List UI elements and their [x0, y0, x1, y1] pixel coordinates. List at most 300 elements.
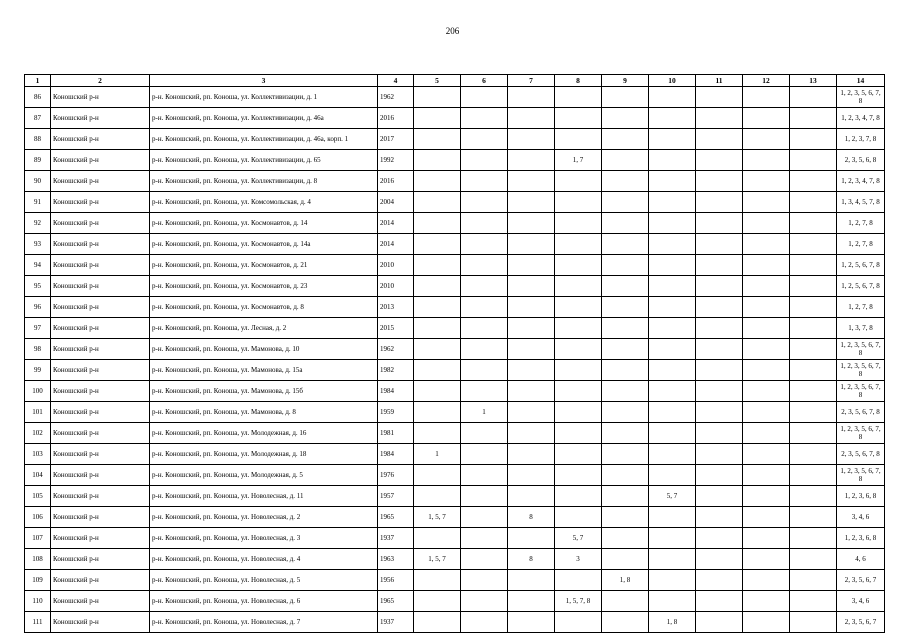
col-8-cell: [555, 171, 602, 192]
col-10-cell: 5, 7: [649, 486, 696, 507]
col-6-cell: [461, 150, 508, 171]
table-row: [25, 129, 885, 150]
col-6-cell: [461, 192, 508, 213]
row-number-cell: 93: [25, 234, 51, 255]
district-cell: Коношский р-н: [51, 528, 150, 549]
col-7-cell: [508, 339, 555, 360]
year-cell: 1962: [378, 339, 414, 360]
year-cell: 1965: [378, 591, 414, 612]
col-13-cell: [790, 297, 837, 318]
col-12-cell: [743, 276, 790, 297]
col-5-cell: [414, 108, 461, 129]
col-7-cell: [508, 381, 555, 402]
col-5-cell: [414, 402, 461, 423]
col-8-cell: [555, 108, 602, 129]
col-12-cell: [743, 192, 790, 213]
row-number-cell: 100: [25, 381, 51, 402]
col-9-cell: [602, 129, 649, 150]
col-13-cell: [790, 381, 837, 402]
col-10-cell: [649, 108, 696, 129]
col-14-cell: 2, 3, 5, 6, 8: [837, 150, 885, 171]
col-14-cell: 2, 3, 5, 6, 7, 8: [837, 402, 885, 423]
col-8-cell: [555, 402, 602, 423]
table-row: [25, 318, 885, 339]
col-14-cell: 2, 3, 5, 6, 7, 8: [837, 444, 885, 465]
district-cell: Коношский р-н: [51, 465, 150, 486]
table-row: [25, 486, 885, 507]
row-number-cell: 104: [25, 465, 51, 486]
col-7-cell: [508, 297, 555, 318]
col-9-cell: [602, 507, 649, 528]
col-13-cell: [790, 528, 837, 549]
col-11-cell: [696, 192, 743, 213]
row-number-cell: 101: [25, 402, 51, 423]
col-12-cell: [743, 570, 790, 591]
col-8-cell: [555, 360, 602, 381]
col-12-cell: [743, 297, 790, 318]
col-12-cell: [743, 591, 790, 612]
col-14-cell: 1, 2, 5, 6, 7, 8: [837, 255, 885, 276]
col-11-cell: [696, 591, 743, 612]
table-row: [25, 339, 885, 360]
col-13-cell: [790, 171, 837, 192]
col-12-cell: [743, 87, 790, 108]
year-cell: 1957: [378, 486, 414, 507]
col-13-cell: [790, 150, 837, 171]
year-cell: 2010: [378, 255, 414, 276]
col-8-cell: [555, 276, 602, 297]
column-header-7: 7: [508, 75, 555, 87]
col-13-cell: [790, 87, 837, 108]
col-11-cell: [696, 444, 743, 465]
col-8-cell: [555, 129, 602, 150]
table-row: [25, 507, 885, 528]
col-7-cell: [508, 150, 555, 171]
district-cell: Коношский р-н: [51, 612, 150, 633]
col-7-cell: [508, 192, 555, 213]
col-5-cell: [414, 213, 461, 234]
col-11-cell: [696, 423, 743, 444]
col-14-cell: 1, 2, 7, 8: [837, 297, 885, 318]
col-10-cell: [649, 339, 696, 360]
col-5-cell: [414, 150, 461, 171]
col-9-cell: [602, 255, 649, 276]
col-5-cell: [414, 423, 461, 444]
table-row: [25, 402, 885, 423]
col-12-cell: [743, 507, 790, 528]
address-cell: р-н. Коношский, рп. Коноша, ул. Коллективизации, д. 65: [150, 150, 378, 171]
col-11-cell: [696, 150, 743, 171]
row-number-cell: 106: [25, 507, 51, 528]
col-12-cell: [743, 402, 790, 423]
address-cell: р-н. Коношский, рп. Коноша, ул. Космонавтов, д. 14а: [150, 234, 378, 255]
address-cell: р-н. Коношский, рп. Коноша, ул. Новолесная, д. 7: [150, 612, 378, 633]
column-header-9: 9: [602, 75, 649, 87]
col-14-cell: 1, 2, 3, 5, 6, 7, 8: [837, 87, 885, 108]
address-cell: р-н. Коношский, рп. Коноша, ул. Космонавтов, д. 21: [150, 255, 378, 276]
column-header-3: 3: [150, 75, 378, 87]
col-13-cell: [790, 570, 837, 591]
column-header-1: 1: [25, 75, 51, 87]
col-6-cell: [461, 549, 508, 570]
col-7-cell: [508, 591, 555, 612]
col-9-cell: [602, 402, 649, 423]
table-row: [25, 591, 885, 612]
col-12-cell: [743, 381, 790, 402]
col-10-cell: [649, 423, 696, 444]
col-5-cell: [414, 528, 461, 549]
col-11-cell: [696, 507, 743, 528]
district-cell: Коношский р-н: [51, 402, 150, 423]
col-9-cell: [602, 612, 649, 633]
column-header-12: 12: [743, 75, 790, 87]
col-8-cell: [555, 423, 602, 444]
col-13-cell: [790, 276, 837, 297]
row-number-cell: 96: [25, 297, 51, 318]
col-8-cell: [555, 297, 602, 318]
row-number-cell: 109: [25, 570, 51, 591]
col-14-cell: 3, 4, 6: [837, 591, 885, 612]
address-cell: р-н. Коношский, рп. Коноша, ул. Новолесная, д. 4: [150, 549, 378, 570]
row-number-cell: 94: [25, 255, 51, 276]
col-6-cell: [461, 108, 508, 129]
row-number-cell: 111: [25, 612, 51, 633]
col-8-cell: [555, 570, 602, 591]
col-9-cell: [602, 87, 649, 108]
col-11-cell: [696, 129, 743, 150]
address-cell: р-н. Коношский, рп. Коноша, ул. Новолесная, д. 3: [150, 528, 378, 549]
col-10-cell: [649, 234, 696, 255]
col-13-cell: [790, 423, 837, 444]
col-8-cell: [555, 192, 602, 213]
col-14-cell: 1, 2, 3, 6, 8: [837, 486, 885, 507]
col-10-cell: [649, 402, 696, 423]
district-cell: Коношский р-н: [51, 150, 150, 171]
col-13-cell: [790, 465, 837, 486]
col-5-cell: 1, 5, 7: [414, 549, 461, 570]
col-14-cell: 1, 3, 7, 8: [837, 318, 885, 339]
col-8-cell: [555, 381, 602, 402]
col-11-cell: [696, 297, 743, 318]
district-cell: Коношский р-н: [51, 318, 150, 339]
col-7-cell: [508, 528, 555, 549]
year-cell: 2016: [378, 108, 414, 129]
col-14-cell: 1, 2, 5, 6, 7, 8: [837, 276, 885, 297]
col-6-cell: [461, 528, 508, 549]
table-row: [25, 612, 885, 633]
col-12-cell: [743, 255, 790, 276]
col-14-cell: 1, 2, 3, 5, 6, 7, 8: [837, 465, 885, 486]
row-number-cell: 98: [25, 339, 51, 360]
col-6-cell: [461, 255, 508, 276]
col-7-cell: [508, 360, 555, 381]
col-12-cell: [743, 129, 790, 150]
year-cell: 2014: [378, 213, 414, 234]
col-5-cell: [414, 276, 461, 297]
year-cell: 2014: [378, 234, 414, 255]
col-7-cell: [508, 465, 555, 486]
col-7-cell: [508, 171, 555, 192]
col-12-cell: [743, 171, 790, 192]
col-8-cell: 3: [555, 549, 602, 570]
col-10-cell: [649, 87, 696, 108]
col-11-cell: [696, 339, 743, 360]
col-6-cell: [461, 276, 508, 297]
col-9-cell: [602, 213, 649, 234]
row-number-cell: 97: [25, 318, 51, 339]
col-8-cell: [555, 339, 602, 360]
col-13-cell: [790, 549, 837, 570]
col-12-cell: [743, 234, 790, 255]
col-7-cell: [508, 423, 555, 444]
district-cell: Коношский р-н: [51, 507, 150, 528]
col-12-cell: [743, 339, 790, 360]
row-number-cell: 108: [25, 549, 51, 570]
col-9-cell: [602, 192, 649, 213]
column-header-14: 14: [837, 75, 885, 87]
col-14-cell: 1, 2, 3, 6, 8: [837, 528, 885, 549]
district-cell: Коношский р-н: [51, 423, 150, 444]
table-row: [25, 528, 885, 549]
year-cell: 2015: [378, 318, 414, 339]
year-cell: 1963: [378, 549, 414, 570]
col-8-cell: [555, 87, 602, 108]
address-cell: р-н. Коношский, рп. Коноша, ул. Мамонова, д. 8: [150, 402, 378, 423]
col-6-cell: [461, 339, 508, 360]
col-10-cell: [649, 255, 696, 276]
district-cell: Коношский р-н: [51, 87, 150, 108]
col-5-cell: [414, 192, 461, 213]
col-9-cell: [602, 591, 649, 612]
col-5-cell: [414, 360, 461, 381]
table-row: [25, 108, 885, 129]
col-5-cell: [414, 318, 461, 339]
col-14-cell: 4, 6: [837, 549, 885, 570]
col-10-cell: [649, 129, 696, 150]
col-5-cell: 1, 5, 7: [414, 507, 461, 528]
col-5-cell: [414, 171, 461, 192]
col-7-cell: [508, 276, 555, 297]
col-7-cell: [508, 570, 555, 591]
col-5-cell: [414, 465, 461, 486]
table-row: [25, 549, 885, 570]
col-11-cell: [696, 549, 743, 570]
col-9-cell: [602, 444, 649, 465]
col-13-cell: [790, 255, 837, 276]
district-cell: Коношский р-н: [51, 486, 150, 507]
col-9-cell: [602, 465, 649, 486]
year-cell: 1992: [378, 150, 414, 171]
header-row: [25, 75, 885, 87]
table-row: [25, 150, 885, 171]
year-cell: 2010: [378, 276, 414, 297]
col-12-cell: [743, 108, 790, 129]
col-6-cell: [461, 87, 508, 108]
col-12-cell: [743, 360, 790, 381]
col-13-cell: [790, 213, 837, 234]
col-6-cell: [461, 297, 508, 318]
row-number-cell: 86: [25, 87, 51, 108]
column-header-8: 8: [555, 75, 602, 87]
col-9-cell: [602, 381, 649, 402]
col-10-cell: [649, 507, 696, 528]
col-6-cell: [461, 591, 508, 612]
table-body: [25, 87, 885, 633]
col-7-cell: [508, 129, 555, 150]
col-13-cell: [790, 192, 837, 213]
col-13-cell: [790, 507, 837, 528]
district-cell: Коношский р-н: [51, 591, 150, 612]
col-14-cell: 2, 3, 5, 6, 7: [837, 612, 885, 633]
col-10-cell: [649, 549, 696, 570]
address-cell: р-н. Коношский, рп. Коноша, ул. Лесная, д. 2: [150, 318, 378, 339]
col-11-cell: [696, 570, 743, 591]
year-cell: 1962: [378, 87, 414, 108]
col-9-cell: [602, 549, 649, 570]
col-14-cell: 1, 2, 7, 8: [837, 213, 885, 234]
col-13-cell: [790, 612, 837, 633]
address-cell: р-н. Коношский, рп. Коноша, ул. Коллективизации, д. 8: [150, 171, 378, 192]
address-cell: р-н. Коношский, рп. Коноша, ул. Новолесная, д. 2: [150, 507, 378, 528]
table-row: [25, 276, 885, 297]
district-cell: Коношский р-н: [51, 570, 150, 591]
address-cell: р-н. Коношский, рп. Коноша, ул. Комсомольская, д. 4: [150, 192, 378, 213]
col-14-cell: 1, 2, 3, 5, 6, 7, 8: [837, 360, 885, 381]
col-12-cell: [743, 528, 790, 549]
col-10-cell: [649, 171, 696, 192]
table-row: [25, 423, 885, 444]
page-number: 206: [445, 26, 460, 36]
table-row: [25, 570, 885, 591]
district-cell: Коношский р-н: [51, 297, 150, 318]
col-14-cell: 1, 3, 4, 5, 7, 8: [837, 192, 885, 213]
col-12-cell: [743, 423, 790, 444]
col-7-cell: [508, 255, 555, 276]
col-6-cell: [461, 465, 508, 486]
col-6-cell: [461, 213, 508, 234]
row-number-cell: 89: [25, 150, 51, 171]
col-6-cell: [461, 444, 508, 465]
col-14-cell: 1, 2, 7, 8: [837, 234, 885, 255]
col-10-cell: [649, 591, 696, 612]
table-header: [25, 75, 885, 87]
col-9-cell: [602, 108, 649, 129]
col-5-cell: [414, 486, 461, 507]
row-number-cell: 110: [25, 591, 51, 612]
col-13-cell: [790, 360, 837, 381]
district-cell: Коношский р-н: [51, 549, 150, 570]
col-6-cell: [461, 234, 508, 255]
year-cell: 2004: [378, 192, 414, 213]
col-6-cell: [461, 318, 508, 339]
col-6-cell: [461, 507, 508, 528]
col-11-cell: [696, 486, 743, 507]
row-number-cell: 90: [25, 171, 51, 192]
row-number-cell: 99: [25, 360, 51, 381]
col-8-cell: [555, 465, 602, 486]
address-cell: р-н. Коношский, рп. Коноша, ул. Космонавтов, д. 8: [150, 297, 378, 318]
address-cell: р-н. Коношский, рп. Коноша, ул. Мамонова, д. 10: [150, 339, 378, 360]
col-13-cell: [790, 318, 837, 339]
address-cell: р-н. Коношский, рп. Коноша, ул. Мамонова, д. 15а: [150, 360, 378, 381]
col-6-cell: [461, 486, 508, 507]
row-number-cell: 87: [25, 108, 51, 129]
table-row: [25, 297, 885, 318]
col-10-cell: [649, 444, 696, 465]
col-11-cell: [696, 171, 743, 192]
col-8-cell: [555, 507, 602, 528]
col-10-cell: [649, 297, 696, 318]
year-cell: 1937: [378, 612, 414, 633]
col-11-cell: [696, 465, 743, 486]
address-cell: р-н. Коношский, рп. Коноша, ул. Космонавтов, д. 23: [150, 276, 378, 297]
col-5-cell: [414, 612, 461, 633]
col-11-cell: [696, 528, 743, 549]
address-cell: р-н. Коношский, рп. Коноша, ул. Молодежная, д. 18: [150, 444, 378, 465]
col-14-cell: 3, 4, 6: [837, 507, 885, 528]
year-cell: 2013: [378, 297, 414, 318]
col-11-cell: [696, 360, 743, 381]
col-11-cell: [696, 402, 743, 423]
year-cell: 1984: [378, 381, 414, 402]
address-cell: р-н. Коношский, рп. Коноша, ул. Коллективизации, д. 1: [150, 87, 378, 108]
table-row: [25, 87, 885, 108]
col-10-cell: [649, 213, 696, 234]
col-13-cell: [790, 108, 837, 129]
col-7-cell: [508, 486, 555, 507]
table-row: [25, 192, 885, 213]
col-10-cell: [649, 150, 696, 171]
table-row: [25, 171, 885, 192]
col-10-cell: [649, 192, 696, 213]
row-number-cell: 102: [25, 423, 51, 444]
col-13-cell: [790, 444, 837, 465]
column-header-6: 6: [461, 75, 508, 87]
col-14-cell: 1, 2, 3, 7, 8: [837, 129, 885, 150]
col-9-cell: [602, 150, 649, 171]
year-cell: 1959: [378, 402, 414, 423]
col-13-cell: [790, 234, 837, 255]
district-cell: Коношский р-н: [51, 339, 150, 360]
col-11-cell: [696, 276, 743, 297]
col-8-cell: [555, 444, 602, 465]
table-row: [25, 255, 885, 276]
col-14-cell: 1, 2, 3, 5, 6, 7, 8: [837, 339, 885, 360]
col-7-cell: [508, 318, 555, 339]
table-row: [25, 213, 885, 234]
col-9-cell: [602, 360, 649, 381]
col-14-cell: 1, 2, 3, 4, 7, 8: [837, 171, 885, 192]
col-11-cell: [696, 234, 743, 255]
col-5-cell: [414, 339, 461, 360]
col-8-cell: 5, 7: [555, 528, 602, 549]
address-cell: р-н. Коношский, рп. Коноша, ул. Новолесная, д. 11: [150, 486, 378, 507]
column-header-10: 10: [649, 75, 696, 87]
col-5-cell: [414, 129, 461, 150]
district-cell: Коношский р-н: [51, 234, 150, 255]
col-6-cell: [461, 381, 508, 402]
col-12-cell: [743, 549, 790, 570]
column-header-2: 2: [51, 75, 150, 87]
district-cell: Коношский р-н: [51, 255, 150, 276]
col-12-cell: [743, 486, 790, 507]
address-cell: р-н. Коношский, рп. Коноша, ул. Коллективизации, д. 46а, корп. 1: [150, 129, 378, 150]
row-number-cell: 95: [25, 276, 51, 297]
col-5-cell: [414, 255, 461, 276]
table-row: [25, 381, 885, 402]
district-cell: Коношский р-н: [51, 213, 150, 234]
col-6-cell: [461, 360, 508, 381]
